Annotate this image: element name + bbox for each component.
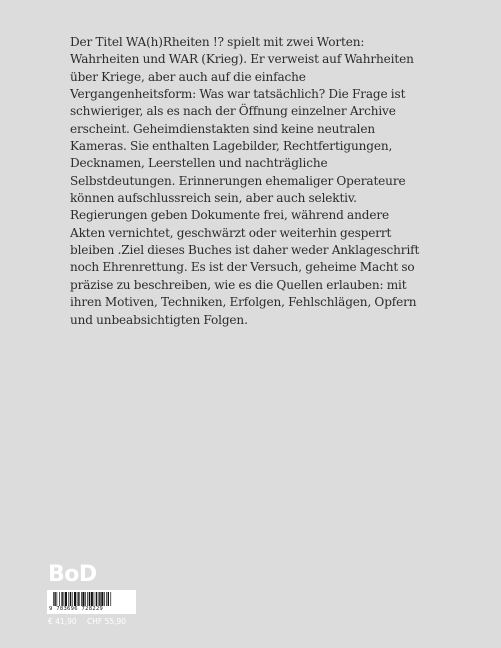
blurb-line: Wahrheiten und WAR (Krieg). Er verweist auf Wahrheiten <box>70 52 414 67</box>
blurb-line: ihren Motiven, Techniken, Erfolgen, Fehlschlägen, Opfern <box>70 295 417 310</box>
barcode-bar <box>94 592 95 606</box>
blurb-line: und unbeabsichtigten Folgen. <box>70 312 248 327</box>
barcode-bar <box>96 592 97 606</box>
barcode-bar <box>65 592 67 606</box>
blurb-line: Akten vernichtet, geschwärzt oder weiterhin gesperrt <box>70 225 392 240</box>
barcode-bar <box>64 592 65 606</box>
barcode-bar <box>89 592 90 606</box>
barcode-bar <box>68 592 69 606</box>
barcode-bar <box>54 592 55 606</box>
blurb-line: bleiben .Ziel dieses Buches ist daher weder Anklageschrift <box>70 243 420 258</box>
back-cover-blurb <box>70 34 440 329</box>
blurb-line: Decknamen, Leerstellen und nachträgliche <box>70 156 328 171</box>
barcode-bar <box>77 592 78 606</box>
barcode-bar <box>104 592 105 606</box>
price-line <box>48 617 126 626</box>
barcode-bar <box>108 592 109 606</box>
barcode-bar <box>87 592 88 606</box>
barcode-bar <box>74 592 76 606</box>
blurb-line: Vergangenheitsform: Was war tatsächlich? Die Frage ist <box>70 87 406 102</box>
isbn-barcode <box>47 590 136 614</box>
barcode-bar <box>72 592 73 606</box>
barcode-bars <box>47 590 136 607</box>
barcode-bar <box>61 592 62 606</box>
blurb-line: Regierungen geben Dokumente frei, während andere <box>70 208 389 223</box>
barcode-bar <box>57 592 58 606</box>
barcode-bar <box>82 592 84 606</box>
price-eur: € 41,90 <box>48 617 77 626</box>
barcode-bar <box>106 592 107 606</box>
blurb-line: Kameras. Sie enthalten Lagebilder, Rechtfertigungen, <box>70 139 393 154</box>
barcode-bar <box>99 592 100 606</box>
barcode-bar <box>98 592 99 606</box>
barcode-bar <box>81 592 82 606</box>
blurb-line: können aufschlussreich sein, aber auch selektiv. <box>70 191 357 206</box>
blurb-line: Selbstdeutungen. Erinnerungen ehemaliger Operateure <box>70 173 406 188</box>
blurb-line: präzise zu beschreiben, wie es die Quellen erlauben: mit <box>70 277 407 292</box>
barcode-bar <box>91 592 93 606</box>
blurb-line: schwieriger, als es nach der Öffnung einzelner Archive <box>70 104 396 119</box>
publisher-logo: BoD <box>48 562 97 587</box>
barcode-bar <box>110 592 111 606</box>
barcode-digits: 9 783696 728229 <box>49 606 104 612</box>
barcode-bar <box>53 592 54 606</box>
blurb-line: erscheint. Geheimdienstakten sind keine neutralen <box>70 121 376 136</box>
blurb-line: noch Ehrenrettung. Es ist der Versuch, geheime Macht so <box>70 260 415 275</box>
barcode-bar <box>101 592 103 606</box>
barcode-bar <box>78 592 79 606</box>
barcode-bar <box>59 592 60 606</box>
barcode-bar <box>85 592 86 606</box>
barcode-bar <box>70 592 71 606</box>
blurb-line: über Kriege, aber auch auf die einfache <box>70 69 306 84</box>
price-chf: CHF 55,90 <box>87 617 127 626</box>
blurb-line: Der Titel WA(h)Rheiten !? spielt mit zwei Worten: <box>70 35 365 49</box>
